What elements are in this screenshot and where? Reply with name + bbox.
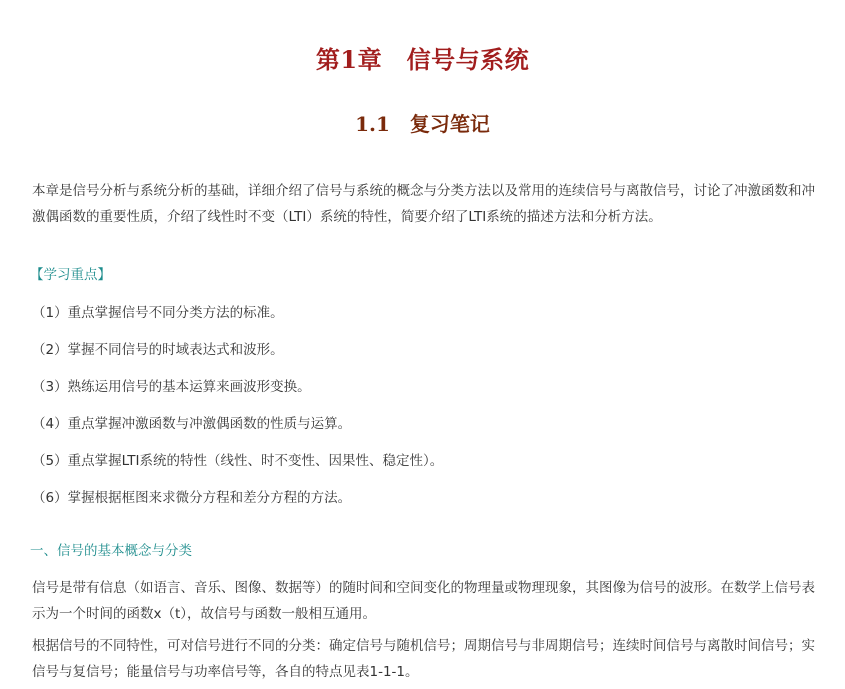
subsection-heading: 一、信号的基本概念与分类 bbox=[30, 543, 192, 559]
key-point-item: （4）重点掌握冲激函数与冲激偶函数的性质与运算。 bbox=[32, 416, 352, 432]
signal-definition-paragraph: 信号是带有信息（如语言、音乐、图像、数据等）的随时间和空间变化的物理量或物理现象，其图像为信号的波形。在数学上信号表示为一个时间的函数x（t），故信号与函数一般相互通用。 bbox=[32, 580, 815, 622]
key-point-item: （3）熟练运用信号的基本运算来画波形变换。 bbox=[32, 379, 311, 395]
chapter-title: 第1章 信号与系统 bbox=[315, 45, 530, 74]
key-point-item: （1）重点掌握信号不同分类方法的标准。 bbox=[32, 305, 284, 321]
signal-classification-paragraph: 根据信号的不同特性，可对信号进行不同的分类：确定信号与随机信号；周期信号与非周期信号；连续时间信号与离散时间信号；实信号与复信号；能量信号与功率信号等，各自的特点见表1-1-1。 bbox=[32, 638, 815, 680]
key-points-heading: 【学习重点】 bbox=[30, 267, 111, 283]
intro-paragraph: 本章是信号分析与系统分析的基础，详细介绍了信号与系统的概念与分类方法以及常用的连续信号与离散信号，讨论了冲激函数和冲激偶函数的重要性质，介绍了线性时不变（LTI）系统的特性，简要介绍了LTI系统的描述方法和分析方法。 bbox=[32, 183, 815, 225]
section-title: 1.1 复习笔记 bbox=[355, 112, 490, 136]
key-point-item: （5）重点掌握LTI系统的特性（线性、时不变性、因果性、稳定性）。 bbox=[32, 453, 444, 469]
key-point-item: （6）掌握根据框图来求微分方程和差分方程的方法。 bbox=[32, 490, 352, 506]
key-point-item: （2）掌握不同信号的时域表达式和波形。 bbox=[32, 342, 284, 358]
